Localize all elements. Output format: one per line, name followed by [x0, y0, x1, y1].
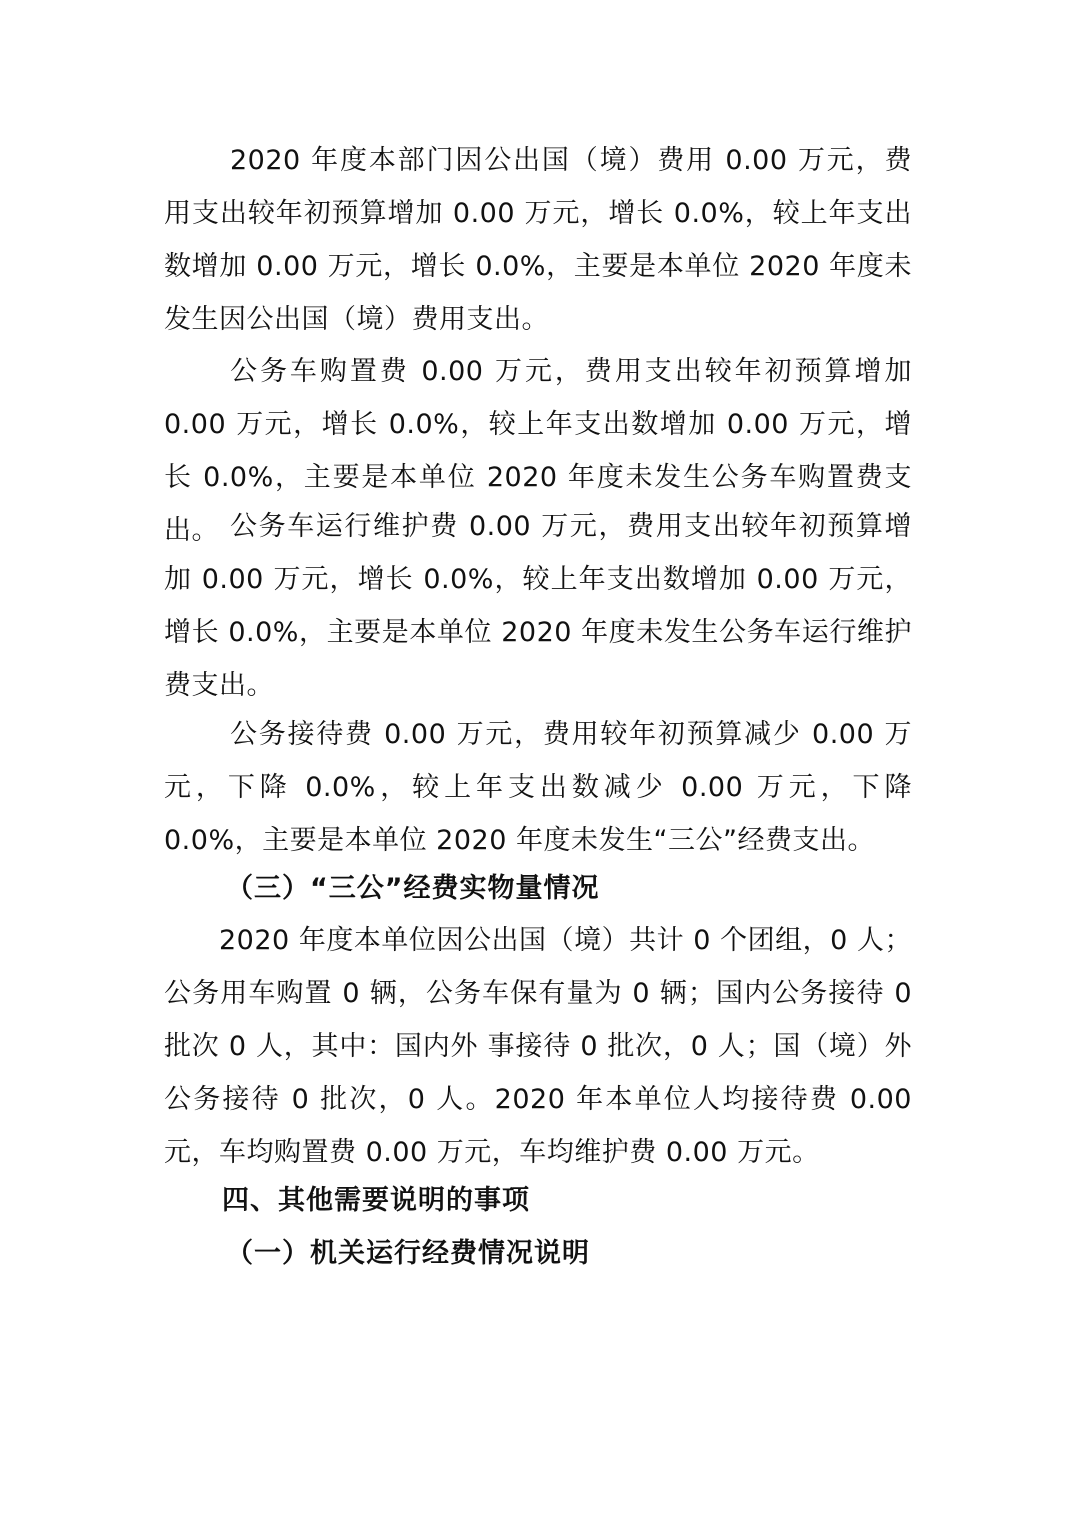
section-heading-other-matters: 四、其他需要说明的事项 — [222, 1185, 530, 1216]
paragraph-reception: 公务接待费 0.00 万元，费用较年初预算减少 0.00 万元，下降 0.0%，较上年支出数减少 0.00 万元，下降 0.0%，主要是本单位 2020 年度未发生“三公”经费支出。 — [164, 719, 912, 856]
paragraph-vehicle-purchase: 公务车购置费 0.00 万元，费用支出较年初预算增加 0.00 万元，增长 0.0%，较上年支出数增加 0.00 万元，增长 0.0%，主要是本单位 2020 年度未发生公务车购置费支出。 — [164, 356, 912, 546]
paragraph-overseas-travel: 2020 年度本部门因公出国（境）费用 0.00 万元，费用支出较年初预算增加 0.00 万元，增长 0.0%，较上年支出数增加 0.00 万元，增长 0.0%，主要是本单位 2020 年度未发生因公出国（境）费用支出。 — [164, 145, 912, 335]
paragraph-vehicle-maintenance: 公务车运行维护费 0.00 万元，费用支出较年初预算增加 0.00 万元，增长 0.0%，较上年支出数增加 0.00 万元，增长 0.0%，主要是本单位 2020 年度未发生公务车运行维护费支出。 — [164, 511, 912, 701]
paragraph-physical-quantity: 2020 年度本单位因公出国（境）共计 0 个团组，0 人；公务用车购置 0 辆，公务车保有量为 0 辆；国内公务接待 0 批次 0 人，其中：国内外 事接待 0 批次，0 人；国（境）外公务接待 0 批次，0 人。2020 年本单位人均接待费 0.00 元，车均购置费 0.00 万元，车均维护费 0.00 万元。 — [164, 925, 912, 1168]
sub-heading-operating-expenses: （一）机关运行经费情况说明 — [226, 1238, 590, 1269]
section-heading-three-public: （三）“三公”经费实物量情况 — [226, 873, 600, 904]
